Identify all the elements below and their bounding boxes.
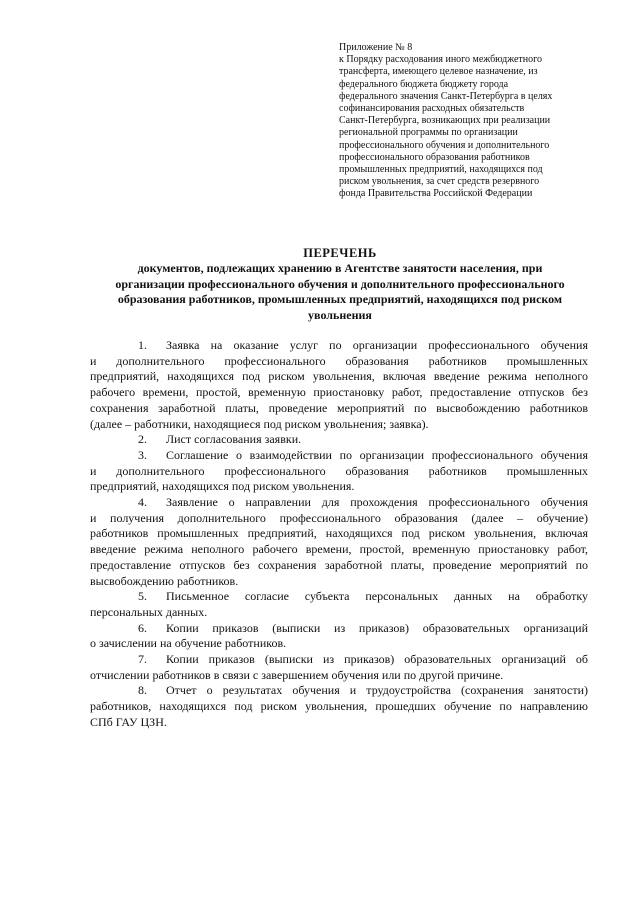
list-item-number: 3. (138, 447, 147, 462)
appendix-line: федерального бюджета бюджету города (339, 78, 509, 90)
document-subtitle-line: образования работников, промышленных предприятий, находящихся под риском (117, 292, 563, 307)
list-item-7 (90, 652, 588, 683)
list-line: высвобождению работников. (90, 573, 239, 588)
list-line: работников, находящихся под риском увольнения, прошедших обучение по направлению (90, 699, 588, 714)
list-item-8 (90, 683, 588, 730)
list-item-number: 5. (138, 589, 147, 604)
list-line: отчислении работников в связи с завершением обучения или по другой причине. (90, 667, 504, 682)
list-item-1 (90, 338, 588, 432)
appendix-line: фонда Правительства Российской Федерации (339, 188, 533, 200)
list-line: СПб ГАУ ЦЗН. (90, 714, 167, 729)
appendix-line: профессионального обучения и дополнительного (339, 139, 550, 151)
appendix-note (339, 42, 589, 201)
appendix-line: риском увольнения, за счет средств резервного (339, 176, 540, 188)
list-line: персональных данных. (90, 604, 208, 619)
list-line: предоставление отпусков без сохранения заработной платы, проведение мероприятий по (90, 557, 588, 572)
list-line: предприятий, находящихся под риском увольнения, включая введение режима неполного (90, 369, 588, 384)
document-heading (90, 245, 590, 323)
document-subtitle-line: документов, подлежащих хранению в Агентстве занятости населения, при (137, 261, 543, 275)
document-subtitle-line: увольнения (308, 307, 372, 322)
list-item-5 (90, 589, 588, 620)
list-line: 4. Заявление о направлении для прохождения профессионального обучения (138, 495, 588, 510)
appendix-line: промышленных предприятий, находящихся под (339, 164, 543, 176)
list-item-number: 7. (138, 652, 147, 667)
list-line: рабочего времени, простой, временную приостановку работ, предоставление отпусков без (90, 385, 588, 400)
list-line: 2. Лист согласования заявки. (138, 432, 302, 447)
document-title: ПЕРЕЧЕНЬ (303, 246, 377, 260)
appendix-line: трансферта, имеющего целевое назначение, из (339, 66, 538, 78)
appendix-line: софинансирования расходных обязательств (339, 103, 525, 115)
list-line: 8. Отчет о результатах обучения и трудоустройства (сохранения занятости) (138, 683, 588, 698)
list-line: работников промышленных предприятий, находящихся под риском увольнения, включая (90, 526, 588, 541)
list-item-2 (90, 432, 588, 448)
list-item-4 (90, 495, 588, 589)
appendix-line: региональной программы по организации (339, 127, 518, 139)
appendix-line: Приложение № 8 (339, 42, 413, 53)
list-line: 5. Письменное согласие субъекта персональных данных на обработку (138, 589, 588, 604)
list-line: и дополнительного профессионального образования работников промышленных (90, 463, 588, 478)
list-item-6 (90, 621, 588, 652)
list-line: 7. Копии приказов (выписки из приказов) образовательных организаций об (138, 652, 588, 667)
list-item-number: 6. (138, 620, 147, 635)
document-list (90, 338, 588, 731)
appendix-line: к Порядку расходования иного межбюджетного (339, 54, 543, 66)
appendix-line: федерального значения Санкт-Петербурга в целях (339, 90, 553, 102)
list-line: 3. Соглашение о взаимодействии по организации профессионального обучения (138, 447, 588, 462)
appendix-line: Санкт-Петербурга, возникающих при реализации (339, 115, 551, 127)
list-item-3 (90, 448, 588, 495)
list-line: о зачислении на обучение работников. (90, 636, 287, 651)
list-line: (далее – работники, находящиеся под риском увольнения; заявка). (90, 416, 429, 431)
list-item-number: 1. (138, 338, 147, 352)
list-line: и получения дополнительного профессионального образования (далее – обучение) (90, 510, 588, 525)
appendix-line: профессионального образования работников (339, 151, 530, 163)
list-item-number: 4. (138, 495, 147, 510)
list-line: введение режима неполного рабочего времени, простой, временную приостановку работ, (90, 542, 588, 557)
list-line: 6. Копии приказов (выписки из приказов) образовательных организаций (138, 620, 588, 635)
document-subtitle-line: организации профессионального обучения и дополнительного профессионального (115, 276, 565, 291)
list-item-number: 2. (138, 432, 147, 447)
list-line: 1. Заявка на оказание услуг по организации профессионального обучения (138, 338, 588, 352)
list-line: и дополнительного профессионального образования работников промышленных (90, 353, 588, 368)
list-item-number: 8. (138, 683, 147, 698)
list-line: сохранения заработной платы, проведение мероприятий по высвобождению работников (90, 400, 588, 415)
list-line: предприятий, находящихся под риском увольнения. (90, 479, 355, 494)
